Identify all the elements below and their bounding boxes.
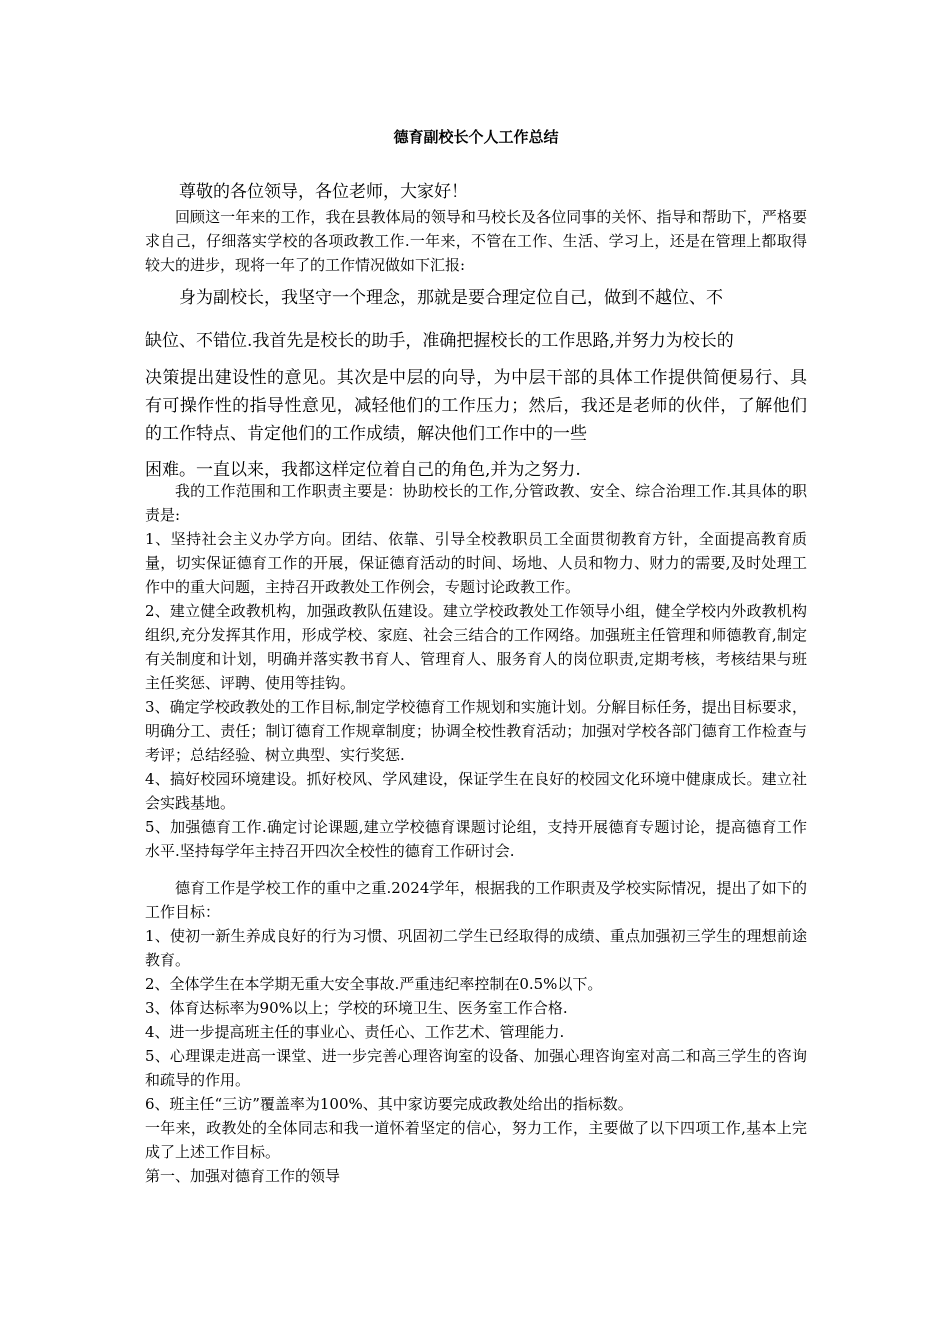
goals-intro: 德育工作是学校工作的重中之重.2024学年，根据我的工作职责及学校实际情况，提出了如下的工作目标： bbox=[145, 879, 807, 921]
goal-item: 5、心理课走进高一课堂、进一步完善心理咨询室的设备、加强心理咨询室对高二和高三学生的咨询和疏导的作用。 bbox=[145, 1047, 807, 1089]
summary-paragraph: 一年来，政教处的全体同志和我一道怀着坚定的信心，努力工作，主要做了以下四项工作,基本上完成了上述工作目标。 bbox=[145, 1119, 807, 1161]
goal-item: 1、使初一新生养成良好的行为习惯、巩固初二学生已经取得的成绩、重点加强初三学生的理想前途教育。 bbox=[145, 927, 807, 969]
position-line: 决策提出建设性的意见。其次是中层的向导，为中层干部的具体工作提供简便易行、具有可操作性的指导性意见，减轻他们的工作压力；然后，我还是老师的伙伴，了解他们的工作特点、肯定他们的工作成绩，解决他们工作中的一些 bbox=[145, 368, 807, 444]
intro-paragraph: 回顾这一年来的工作，我在县教体局的领导和马校长及各位同事的关怀、指导和帮助下，严格要求自己，仔细落实学校的各项政教工作.一年来，不管在工作、生活、学习上，还是在管理上都取得较大的进步，现将一年了的工作情况做如下汇报: bbox=[145, 208, 807, 274]
document-title: 德育副校长个人工作总结 bbox=[393, 128, 559, 146]
position-paragraph bbox=[145, 279, 807, 492]
position-line: 缺位、不错位.我首先是校长的助手，准确把握校长的工作思路,并努力为校长的 bbox=[145, 331, 734, 351]
greeting: 尊敬的各位领导，各位老师，大家好！ bbox=[179, 182, 468, 202]
section-heading: 第一、加强对德育工作的领导 bbox=[145, 1167, 341, 1185]
duty-item: 4、搞好校园环境建设。抓好校风、学风建设，保证学生在良好的校园文化环境中健康成长。建立社会实践基地。 bbox=[145, 770, 807, 812]
goal-item: 6、班主任“三访”覆盖率为100%、其中家访要完成政教处给出的指标数。 bbox=[145, 1095, 633, 1113]
scope-intro: 我的工作范围和工作职责主要是：协助校长的工作,分管政教、安全、综合治理工作.其具体的职责是: bbox=[145, 482, 807, 524]
goal-item: 3、体育达标率为90%以上；学校的环境卫生、医务室工作合格. bbox=[145, 999, 568, 1017]
duty-item: 3、确定学校政教处的工作目标,制定学校德育工作规划和实施计划。分解目标任务，提出目标要求，明确分工、责任；制订德育工作规章制度；协调全校性教育活动；加强对学校各部门德育工作检查与考评；总结经验、树立典型、实行奖惩. bbox=[145, 698, 807, 764]
duty-item: 5、加强德育工作.确定讨论课题,建立学校德育课题讨论组，支持开展德育专题讨论，提高德育工作水平.坚持每学年主持召开四次全校性的德育工作研讨会. bbox=[145, 818, 807, 860]
duty-item: 1、坚持社会主义办学方向。团结、依靠、引导全校教职员工全面贯彻教育方针，全面提高教育质量，切实保证德育工作的开展，保证德育活动的时间、场地、人员和物力、财力的需要,及时处理工作中的重大问题，主持召开政教处工作例会，专题讨论政教工作。 bbox=[145, 530, 807, 596]
goals-section bbox=[145, 876, 807, 1188]
position-line: 困难。一直以来，我都这样定位着自己的角色,并为之努力. bbox=[145, 460, 581, 480]
position-line: 身为副校长，我坚守一个理念，那就是要合理定位自己，做到不越位、不 bbox=[179, 288, 723, 308]
duty-item: 2、建立健全政教机构，加强政教队伍建设。建立学校政教处工作领导小组，健全学校内外政教机构组织,充分发挥其作用，形成学校、家庭、社会三结合的工作网络。加强班主任管理和师德教育,制定有关制度和计划，明确并落实教书育人、管理育人、服务育人的岗位职责,定期考核，考核结果与班主任奖惩、评聘、使用等挂钩。 bbox=[145, 602, 807, 692]
goal-item: 4、进一步提高班主任的事业心、责任心、工作艺术、管理能力. bbox=[145, 1023, 565, 1041]
duties-section bbox=[145, 479, 807, 863]
goal-item: 2、全体学生在本学期无重大安全事故.严重违纪率控制在0.5%以下。 bbox=[145, 975, 603, 993]
